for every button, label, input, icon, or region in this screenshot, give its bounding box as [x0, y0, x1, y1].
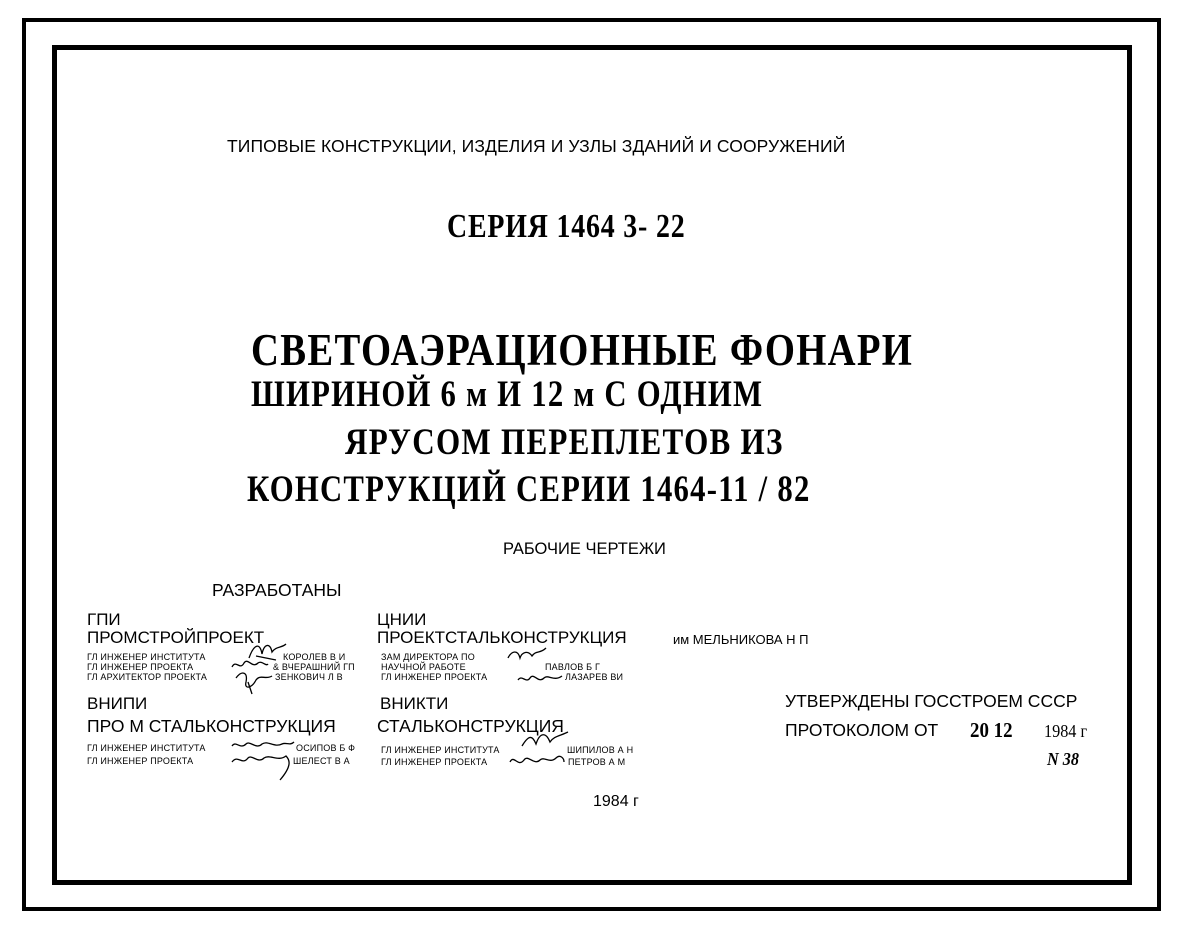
approval-date: 20 12: [970, 718, 1013, 742]
approval-year: 1984 г: [1044, 721, 1088, 741]
series-number: СЕРИЯ 1464 3- 22: [447, 208, 686, 245]
org-tsnii-name-suffix: им МЕЛЬНИКОВА Н П: [673, 632, 809, 647]
org-gpi-staff-title-3: ГЛ АРХИТЕКТОР ПРОЕКТА: [87, 672, 208, 682]
signature-zenkovich: [232, 668, 276, 696]
org-gpi-staff-name-2: & ВЧЕРАШНИЙ ГП: [273, 662, 355, 672]
org-vnikti-staff-name-2: ПЕТРОВ А М: [568, 757, 626, 767]
org-vnikti-staff-title-1: ГЛ ИНЖЕНЕР ИНСТИТУТА: [381, 745, 500, 755]
publication-year: 1984 г: [593, 793, 639, 810]
signature-shelest: [230, 752, 296, 784]
collection-title: ТИПОВЫЕ КОНСТРУКЦИИ, ИЗДЕЛИЯ И УЗЛЫ ЗДАНИЙ И СООРУЖЕНИЙ: [227, 136, 846, 156]
org-tsnii-staff-title-2: НАУЧНОЙ РАБОТЕ: [381, 662, 466, 672]
org-tsnii-abbr: ЦНИИ: [377, 610, 427, 629]
org-vnikti-staff-title-2: ГЛ ИНЖЕНЕР ПРОЕКТА: [381, 757, 488, 767]
org-tsnii-staff-name-2: ПАВЛОВ Б Г: [545, 662, 601, 672]
org-vnipi-staff-name-2: ШЕЛЕСТ В А: [293, 756, 350, 766]
org-vnipi-staff-name-1: ОСИПОВ Б Ф: [296, 743, 356, 753]
title-line-3: ЯРУСОМ ПЕРЕПЛЕТОВ ИЗ: [345, 422, 784, 463]
org-vnikti-name: СТАЛЬКОНСТРУКЦИЯ: [377, 716, 564, 736]
signature-shipilov: [520, 730, 570, 752]
org-vnipi-abbr: ВНИПИ: [87, 694, 148, 713]
org-vnipi-name: ПРО М СТАЛЬКОНСТРУКЦИЯ: [87, 716, 336, 736]
org-gpi-staff-title-2: ГЛ ИНЖЕНЕР ПРОЕКТА: [87, 662, 194, 672]
developed-by-label: РАЗРАБОТАНЫ: [212, 580, 342, 600]
approval-protocol-prefix: ПРОТОКОЛОМ ОТ: [785, 720, 939, 740]
org-gpi-name: ПРОМСТРОЙПРОЕКТ: [87, 628, 265, 647]
document-type: РАБОЧИЕ ЧЕРТЕЖИ: [503, 540, 666, 558]
org-tsnii-name: ПРОЕКТСТАЛЬКОНСТРУКЦИЯ: [377, 628, 627, 647]
signature-pavlov: [506, 646, 548, 666]
org-gpi-abbr: ГПИ: [87, 610, 121, 629]
approval-number: N 38: [1047, 749, 1079, 769]
org-vnikti-abbr: ВНИКТИ: [380, 694, 449, 713]
signature-petrov: [508, 752, 566, 774]
org-gpi-staff-name-3: ЗЕНКОВИЧ Л В: [275, 672, 343, 682]
title-line-2: ШИРИНОЙ 6 м И 12 м С ОДНИМ: [251, 374, 764, 415]
org-gpi-staff-title-1: ГЛ ИНЖЕНЕР ИНСТИТУТА: [87, 652, 206, 662]
signature-lazarev: [516, 670, 564, 690]
org-tsnii-staff-title-1: ЗАМ ДИРЕКТОРА ПО: [381, 652, 475, 662]
title-line-4: КОНСТРУКЦИЙ СЕРИИ 1464-11 / 82: [247, 469, 811, 510]
org-vnipi-staff-title-1: ГЛ ИНЖЕНЕР ИНСТИТУТА: [87, 743, 206, 753]
org-vnikti-staff-name-1: ШИПИЛОВ А Н: [567, 745, 634, 755]
approval-line-1: УТВЕРЖДЕНЫ ГОССТРОЕМ СССР: [785, 691, 1078, 711]
org-gpi-staff-name-1: КОРОЛЕВ В И: [283, 652, 346, 662]
title-line-1: СВЕТОАЭРАЦИОННЫЕ ФОНАРИ: [251, 325, 914, 375]
org-tsnii-staff-title-3: ГЛ ИНЖЕНЕР ПРОЕКТА: [381, 672, 488, 682]
org-tsnii-staff-name-3: ЛАЗАРЕВ ВИ: [565, 672, 624, 682]
org-vnipi-staff-title-2: ГЛ ИНЖЕНЕР ПРОЕКТА: [87, 756, 194, 766]
